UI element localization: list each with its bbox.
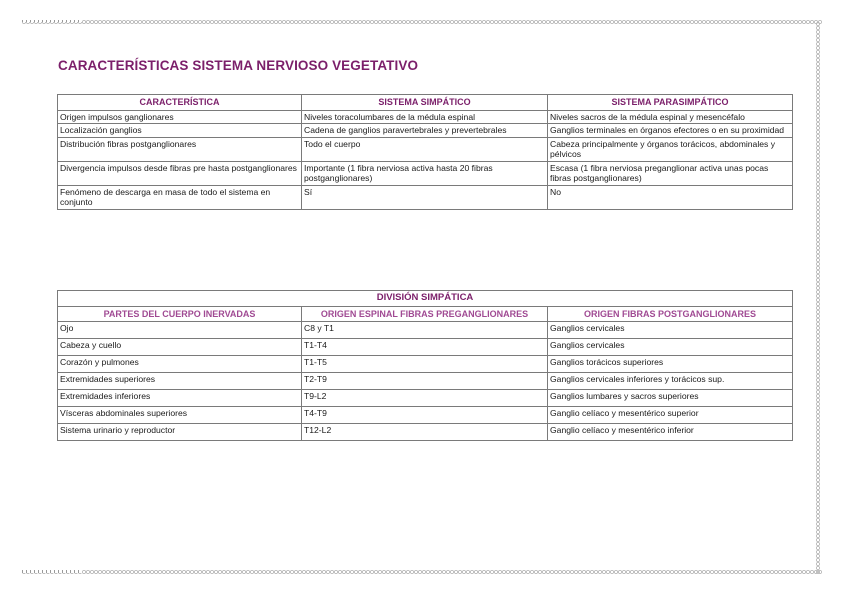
table-cell: Extremidades superiores	[58, 373, 302, 390]
table-cell: Origen impulsos ganglionares	[58, 110, 302, 124]
table-title-row	[58, 291, 793, 307]
table-row	[58, 390, 793, 407]
table-cell: Vísceras abdominales superiores	[58, 407, 302, 424]
table-cell: T9-L2	[302, 390, 548, 407]
sympathetic-division-table	[57, 290, 793, 441]
table-row	[58, 185, 793, 209]
table-cell: Fenómeno de descarga en masa de todo el sistema en conjunto	[58, 185, 302, 209]
table-cell: Divergencia impulsos desde fibras pre hasta postganglionares	[58, 161, 302, 185]
table-cell: Ganglios terminales en órganos efectores o en su proximidad	[548, 124, 793, 138]
table-cell: Ganglios cervicales inferiores y torácicos sup.	[548, 373, 793, 390]
table-cell: Sistema urinario y reproductor	[58, 424, 302, 441]
header-partes-cuerpo: PARTES DEL CUERPO INERVADAS	[58, 306, 302, 322]
table-row	[58, 356, 793, 373]
table-row	[58, 137, 793, 161]
header-origen-postganglionares: ORIGEN FIBRAS POSTGANGLIONARES	[548, 306, 793, 322]
table-cell: Ganglios torácicos superiores	[548, 356, 793, 373]
table-cell: T1-T4	[302, 339, 548, 356]
header-caracteristica: CARACTERÍSTICA	[58, 95, 302, 111]
table-title: DIVISIÓN SIMPÁTICA	[58, 291, 793, 307]
table-cell: Ojo	[58, 322, 302, 339]
table-cell: Ganglios cervicales	[548, 322, 793, 339]
table-row	[58, 124, 793, 138]
table-cell: Todo el cuerpo	[302, 137, 548, 161]
table-cell: Localización ganglios	[58, 124, 302, 138]
table-cell: Sí	[302, 185, 548, 209]
table-header-row	[58, 306, 793, 322]
table-cell: Ganglios cervicales	[548, 339, 793, 356]
header-sistema-parasimpatico: SISTEMA PARASIMPÁTICO	[548, 95, 793, 111]
table-cell: T12-L2	[302, 424, 548, 441]
table-cell: Cabeza principalmente y órganos torácicos, abdominales y pélvicos	[548, 137, 793, 161]
torn-edge-top	[22, 16, 822, 24]
table-cell: Extremidades inferiores	[58, 390, 302, 407]
header-origen-espinal: ORIGEN ESPINAL FIBRAS PREGANGLIONARES	[302, 306, 548, 322]
table-cell: T2-T9	[302, 373, 548, 390]
table-row	[58, 339, 793, 356]
table-cell: Niveles toracolumbares de la médula espinal	[302, 110, 548, 124]
table-cell: T4-T9	[302, 407, 548, 424]
table-row	[58, 322, 793, 339]
table-cell: C8 y T1	[302, 322, 548, 339]
table-cell: Ganglios lumbares y sacros superiores	[548, 390, 793, 407]
characteristics-table	[57, 94, 793, 210]
table-cell: Distribución fibras postganglionares	[58, 137, 302, 161]
table-row	[58, 161, 793, 185]
table-cell: No	[548, 185, 793, 209]
table-cell: T1-T5	[302, 356, 548, 373]
table-row	[58, 110, 793, 124]
table-cell: Corazón y pulmones	[58, 356, 302, 373]
table-row	[58, 407, 793, 424]
table-row	[58, 373, 793, 390]
table-cell: Cadena de ganglios paravertebrales y prevertebrales	[302, 124, 548, 138]
header-sistema-simpatico: SISTEMA SIMPÁTICO	[302, 95, 548, 111]
table-cell: Niveles sacros de la médula espinal y mesencéfalo	[548, 110, 793, 124]
torn-edge-bottom	[22, 570, 822, 578]
table-cell: Ganglio celíaco y mesentérico inferior	[548, 424, 793, 441]
table-header-row	[58, 95, 793, 111]
table-cell: Escasa (1 fibra nerviosa preganglionar activa unas pocas fibras postganglionares)	[548, 161, 793, 185]
table-cell: Ganglio celíaco y mesentérico superior	[548, 407, 793, 424]
table-cell: Importante (1 fibra nerviosa activa hasta 20 fibras postganglionares)	[302, 161, 548, 185]
table-cell: Cabeza y cuello	[58, 339, 302, 356]
torn-edge-right	[816, 22, 824, 574]
table-row	[58, 424, 793, 441]
page-title: CARACTERÍSTICAS SISTEMA NERVIOSO VEGETATIVO	[58, 58, 419, 73]
